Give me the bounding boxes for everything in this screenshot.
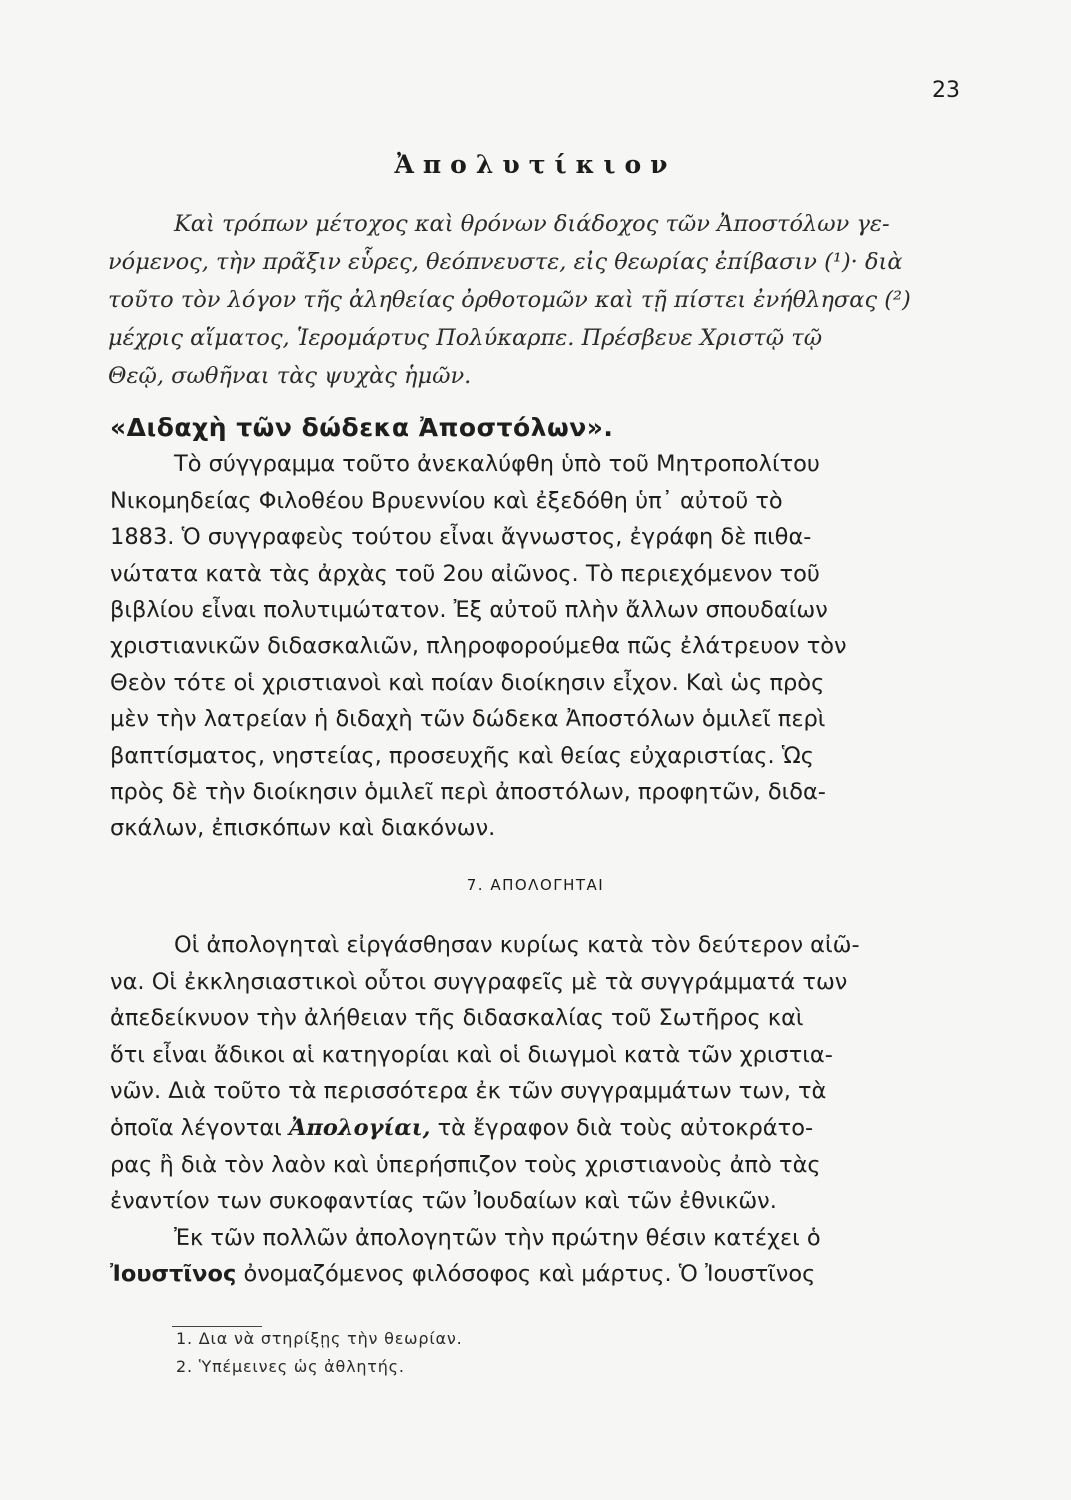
didache-line: Τὸ σύγγραμμα τοῦτο ἀνεκαλύφθη ὑπὸ τοῦ Μητροπολίτου bbox=[174, 451, 820, 478]
footnote-1: 1. Δια νὰ στηρίξῃς τὴν θεωρίαν. bbox=[176, 1329, 463, 1348]
didache-line: χριστιανικῶν διδασκαλιῶν, πληροφορούμεθα πῶς ἐλάτρευον τὸν bbox=[110, 633, 847, 660]
hymn-line: Θεῷ, σωθῆναι τὰς ψυχὰς ἡμῶν. bbox=[108, 363, 472, 389]
didache-line: 1883. Ὁ συγγραφεὺς τούτου εἶναι ἄγνωστος, ἐγράφη δὲ πιθα- bbox=[110, 524, 812, 551]
didache-line: σκάλων, ἐπισκόπων καὶ διακόνων. bbox=[110, 815, 496, 842]
didache-line: Νικομηδείας Φιλοθέου Βρυεννίου καὶ ἐξεδόθη ὑπ᾽ αὐτοῦ τὸ bbox=[110, 487, 783, 514]
hymn-line: Καὶ τρόπων μέτοχος καὶ θρόνων διάδοχος τῶν Ἀποστόλων γε- bbox=[174, 211, 890, 237]
apologists-line: ἐναντίον των συκοφαντίας τῶν Ἰουδαίων καὶ τῶν ἐθνικῶν. bbox=[110, 1188, 777, 1215]
apologists-line: ἀπεδείκνυον τὴν ἀλήθειαν τῆς διδασκαλίας τοῦ Σωτῆρος καὶ bbox=[110, 1005, 804, 1032]
apologists-line bbox=[110, 1256, 980, 1293]
hymn-line: μέχρις αἵματος, Ἱερομάρτυς Πολύκαρπε. Πρέσβευε Χριστῷ τῷ bbox=[108, 325, 823, 351]
apologists-line: να. Οἱ ἐκκλησιαστικοὶ οὗτοι συγγραφεῖς μὲ τὰ συγγράμματά των bbox=[110, 968, 848, 995]
apologists-line: Οἱ ἀπολογηταὶ εἰργάσθησαν κυρίως κατὰ τὸν δεύτερον αἰῶ- bbox=[174, 932, 860, 958]
apolytikion-hymn bbox=[108, 205, 978, 395]
footnotes bbox=[176, 1325, 463, 1381]
didache-line: νώτατα κατὰ τὰς ἀρχὰς τοῦ 2ου αἰῶνος. Τὸ περιεχόμενον τοῦ bbox=[110, 560, 820, 587]
didache-line: μὲν τὴν λατρείαν ἡ διδαχὴ τῶν δώδεκα Ἀποστόλων ὁμιλεῖ περὶ bbox=[110, 706, 826, 733]
apologists-line-text: ὀνομαζόμενος φιλόσοφος καὶ μάρτυς. Ὁ Ἰουστῖνος bbox=[236, 1261, 816, 1288]
page-number: 23 bbox=[932, 78, 960, 103]
apologists-line-text: ὁποῖα λέγονται bbox=[110, 1114, 289, 1141]
didache-title: «Διδαχὴ τῶν δώδεκα Ἀποστόλων». bbox=[110, 413, 614, 442]
apologists-line: Ἐκ τῶν πολλῶν ἀπολογητῶν τὴν πρώτην θέσιν κατέχει ὁ bbox=[174, 1224, 821, 1251]
apologists-line: ὅτι εἶναι ἄδικοι αἱ κατηγορίαι καὶ οἱ διωγμοὶ κατὰ τῶν χριστια- bbox=[110, 1041, 833, 1068]
apologists-line: νῶν. Διὰ τοῦτο τὰ περισσότερα ἐκ τῶν συγγραμμάτων των, τὰ bbox=[110, 1078, 827, 1105]
apologists-line-text: τὰ ἔγραφον διὰ τοὺς αὐτοκράτο- bbox=[430, 1114, 814, 1141]
didache-line: Θεὸν τότε οἱ χριστιανοὶ καὶ ποίαν διοίκησιν εἶχον. Καὶ ὡς πρὸς bbox=[110, 669, 825, 696]
didache-line: βιβλίου εἶναι πολυτιμώτατον. Ἐξ αὐτοῦ πλὴν ἄλλων σπουδαίων bbox=[110, 597, 828, 624]
footnote-2: 2. Ὑπέμεινες ὡς ἀθλητής. bbox=[176, 1357, 405, 1376]
apologists-line bbox=[110, 1110, 980, 1147]
hymn-line: νόμενος, τὴν πρᾶξιν εὗρες, θεόπνευστε, εἰς θεωρίας ἐπίβασιν (¹)· διὰ bbox=[108, 249, 903, 275]
didache-line: βαπτίσματος, νηστείας, προσευχῆς καὶ θείας εὐχαριστίας. Ὡς bbox=[110, 742, 814, 769]
justin-name: Ἰουστῖνος bbox=[110, 1261, 237, 1288]
didache-line: πρὸς δὲ τὴν διοίκησιν ὁμιλεῖ περὶ ἀποστόλων, προφητῶν, διδα- bbox=[110, 779, 826, 806]
chapter-heading: 7. ΑΠΟΛΟΓΗΤΑΙ bbox=[466, 876, 605, 894]
apologies-term: Ἀπολογίαι, bbox=[288, 1114, 431, 1141]
didache-section bbox=[110, 410, 980, 847]
apologists-section bbox=[110, 927, 980, 1293]
hymn-line: τοῦτο τὸν λόγον τῆς ἀληθείας ὀρθοτομῶν καὶ τῇ πίστει ἐνήθλησας (²) bbox=[108, 287, 911, 313]
apolytikion-heading: Ἀπολυτίκιον bbox=[394, 150, 677, 179]
apologists-line: ρας ἢ διὰ τὸν λαὸν καὶ ὑπερήσπιζον τοὺς χριστιανοὺς ἀπὸ τὰς bbox=[110, 1151, 821, 1178]
